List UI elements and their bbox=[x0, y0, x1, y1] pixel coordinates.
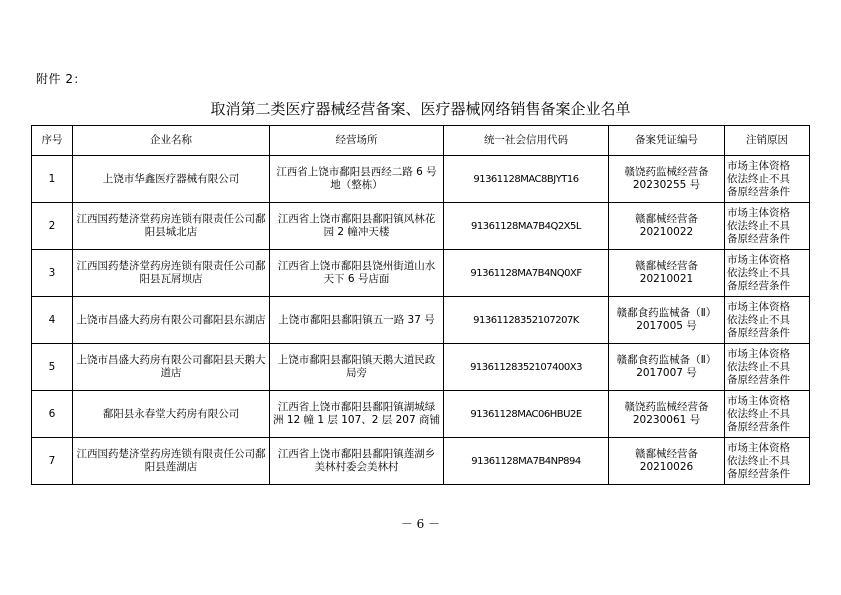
cell-reason bbox=[725, 250, 810, 297]
cell-location: 江西省上饶市鄱阳县鄱阳镇风林花园 2 幢冲天楼 bbox=[270, 203, 444, 250]
document-title: 取消第二类医疗器械经营备案、医疗器械网络销售备案企业名单 bbox=[210, 100, 631, 118]
reason-line: 依法终止不具 bbox=[727, 219, 790, 232]
reason-line: 依法终止不具 bbox=[727, 172, 790, 185]
cell-cert-no: 赣鄱食药监械备（Ⅱ）2017007 号 bbox=[609, 344, 725, 391]
header-credit-code: 统一社会信用代码 bbox=[444, 126, 609, 156]
cell-company: 鄱阳县永春堂大药房有限公司 bbox=[73, 391, 270, 438]
cell-location: 上饶市鄱阳县鄱阳镇天鹅大道民政局旁 bbox=[270, 344, 444, 391]
reason-line: 备原经营条件 bbox=[727, 326, 790, 339]
cell-location: 江西省上饶市鄱阳县西经二路 6 号地（整栋） bbox=[270, 156, 444, 203]
cell-credit-code: 91361128MAC8BJYT16 bbox=[444, 156, 609, 203]
reason-line: 市场主体资格 bbox=[727, 347, 790, 360]
cell-credit-code: 91361128MA7B4NP894 bbox=[444, 438, 609, 485]
cell-company: 上饶市昌盛大药房有限公司鄱阳县天鹅大道店 bbox=[73, 344, 270, 391]
cell-company: 上饶市华鑫医疗器械有限公司 bbox=[73, 156, 270, 203]
attachment-label: 附件 2： bbox=[36, 72, 86, 86]
cell-location: 江西省上饶市鄱阳县鄱阳镇湖城绿洲 12 幢 1 层 107、2 层 207 商铺 bbox=[270, 391, 444, 438]
cell-seq: 6 bbox=[32, 391, 73, 438]
cell-reason bbox=[725, 203, 810, 250]
table-row bbox=[32, 156, 810, 203]
cell-company: 江西国药楚济堂药房连锁有限责任公司鄱阳县城北店 bbox=[73, 203, 270, 250]
cell-credit-code: 91361128352107400X3 bbox=[444, 344, 609, 391]
reason-line: 依法终止不具 bbox=[727, 454, 790, 467]
reason-line: 市场主体资格 bbox=[727, 253, 790, 266]
reason-line: 市场主体资格 bbox=[727, 300, 790, 313]
cell-reason bbox=[725, 297, 810, 344]
header-cert-no: 备案凭证编号 bbox=[609, 126, 725, 156]
reason-line: 备原经营条件 bbox=[727, 467, 790, 480]
cell-company: 上饶市昌盛大药房有限公司鄱阳县东湖店 bbox=[73, 297, 270, 344]
header-location: 经营场所 bbox=[270, 126, 444, 156]
cell-credit-code: 91361128MAC06HBU2E bbox=[444, 391, 609, 438]
reason-line: 市场主体资格 bbox=[727, 441, 790, 454]
cell-cert-no: 赣鄱械经营备 20210026 bbox=[609, 438, 725, 485]
reason-line: 市场主体资格 bbox=[727, 394, 790, 407]
table-header-row bbox=[32, 126, 810, 156]
reason-line: 依法终止不具 bbox=[727, 266, 790, 279]
cell-location: 上饶市鄱阳县鄱阳镇五一路 37 号 bbox=[270, 297, 444, 344]
reason-line: 备原经营条件 bbox=[727, 232, 790, 245]
reason-line: 备原经营条件 bbox=[727, 373, 790, 386]
table-row bbox=[32, 391, 810, 438]
reason-line: 备原经营条件 bbox=[727, 420, 790, 433]
header-company: 企业名称 bbox=[73, 126, 270, 156]
reason-line: 备原经营条件 bbox=[727, 185, 790, 198]
cell-credit-code: 91361128MA7B4Q2X5L bbox=[444, 203, 609, 250]
table-row bbox=[32, 250, 810, 297]
cell-seq: 7 bbox=[32, 438, 73, 485]
header-seq: 序号 bbox=[32, 126, 73, 156]
table-row bbox=[32, 203, 810, 250]
cell-cert-no: 赣饶药监械经营备 20230255 号 bbox=[609, 156, 725, 203]
cell-seq: 3 bbox=[32, 250, 73, 297]
cell-credit-code: 91361128MA7B4NQ0XF bbox=[444, 250, 609, 297]
cell-company: 江西国药楚济堂药房连锁有限责任公司鄱阳县莲湖店 bbox=[73, 438, 270, 485]
cell-reason bbox=[725, 156, 810, 203]
reason-line: 备原经营条件 bbox=[727, 279, 790, 292]
cell-cert-no: 赣鄱械经营备 20210021 bbox=[609, 250, 725, 297]
table-row bbox=[32, 297, 810, 344]
cell-reason bbox=[725, 438, 810, 485]
reason-line: 市场主体资格 bbox=[727, 206, 790, 219]
cell-seq: 2 bbox=[32, 203, 73, 250]
reason-line: 依法终止不具 bbox=[727, 360, 790, 373]
cell-seq: 1 bbox=[32, 156, 73, 203]
cell-seq: 5 bbox=[32, 344, 73, 391]
cell-credit-code: 91361128352107207K bbox=[444, 297, 609, 344]
cell-reason bbox=[725, 391, 810, 438]
cell-cert-no: 赣饶药监械经营备 20230061 号 bbox=[609, 391, 725, 438]
table-row bbox=[32, 344, 810, 391]
page-number: － 6 － bbox=[400, 517, 441, 531]
reason-line: 依法终止不具 bbox=[727, 407, 790, 420]
cell-reason bbox=[725, 344, 810, 391]
reason-line: 市场主体资格 bbox=[727, 159, 790, 172]
cell-location: 江西省上饶市鄱阳县饶州街道山水天下 6 号店面 bbox=[270, 250, 444, 297]
header-reason: 注销原因 bbox=[725, 126, 810, 156]
cell-company: 江西国药楚济堂药房连锁有限责任公司鄱阳县瓦屑坝店 bbox=[73, 250, 270, 297]
reason-line: 依法终止不具 bbox=[727, 313, 790, 326]
cell-cert-no: 赣鄱械经营备 20210022 bbox=[609, 203, 725, 250]
cell-seq: 4 bbox=[32, 297, 73, 344]
cell-cert-no: 赣鄱食药监械备（Ⅱ）2017005 号 bbox=[609, 297, 725, 344]
cell-location: 江西省上饶市鄱阳县鄱阳镇莲湖乡美林村委会美林村 bbox=[270, 438, 444, 485]
company-list-table bbox=[31, 125, 810, 485]
table-row bbox=[32, 438, 810, 485]
